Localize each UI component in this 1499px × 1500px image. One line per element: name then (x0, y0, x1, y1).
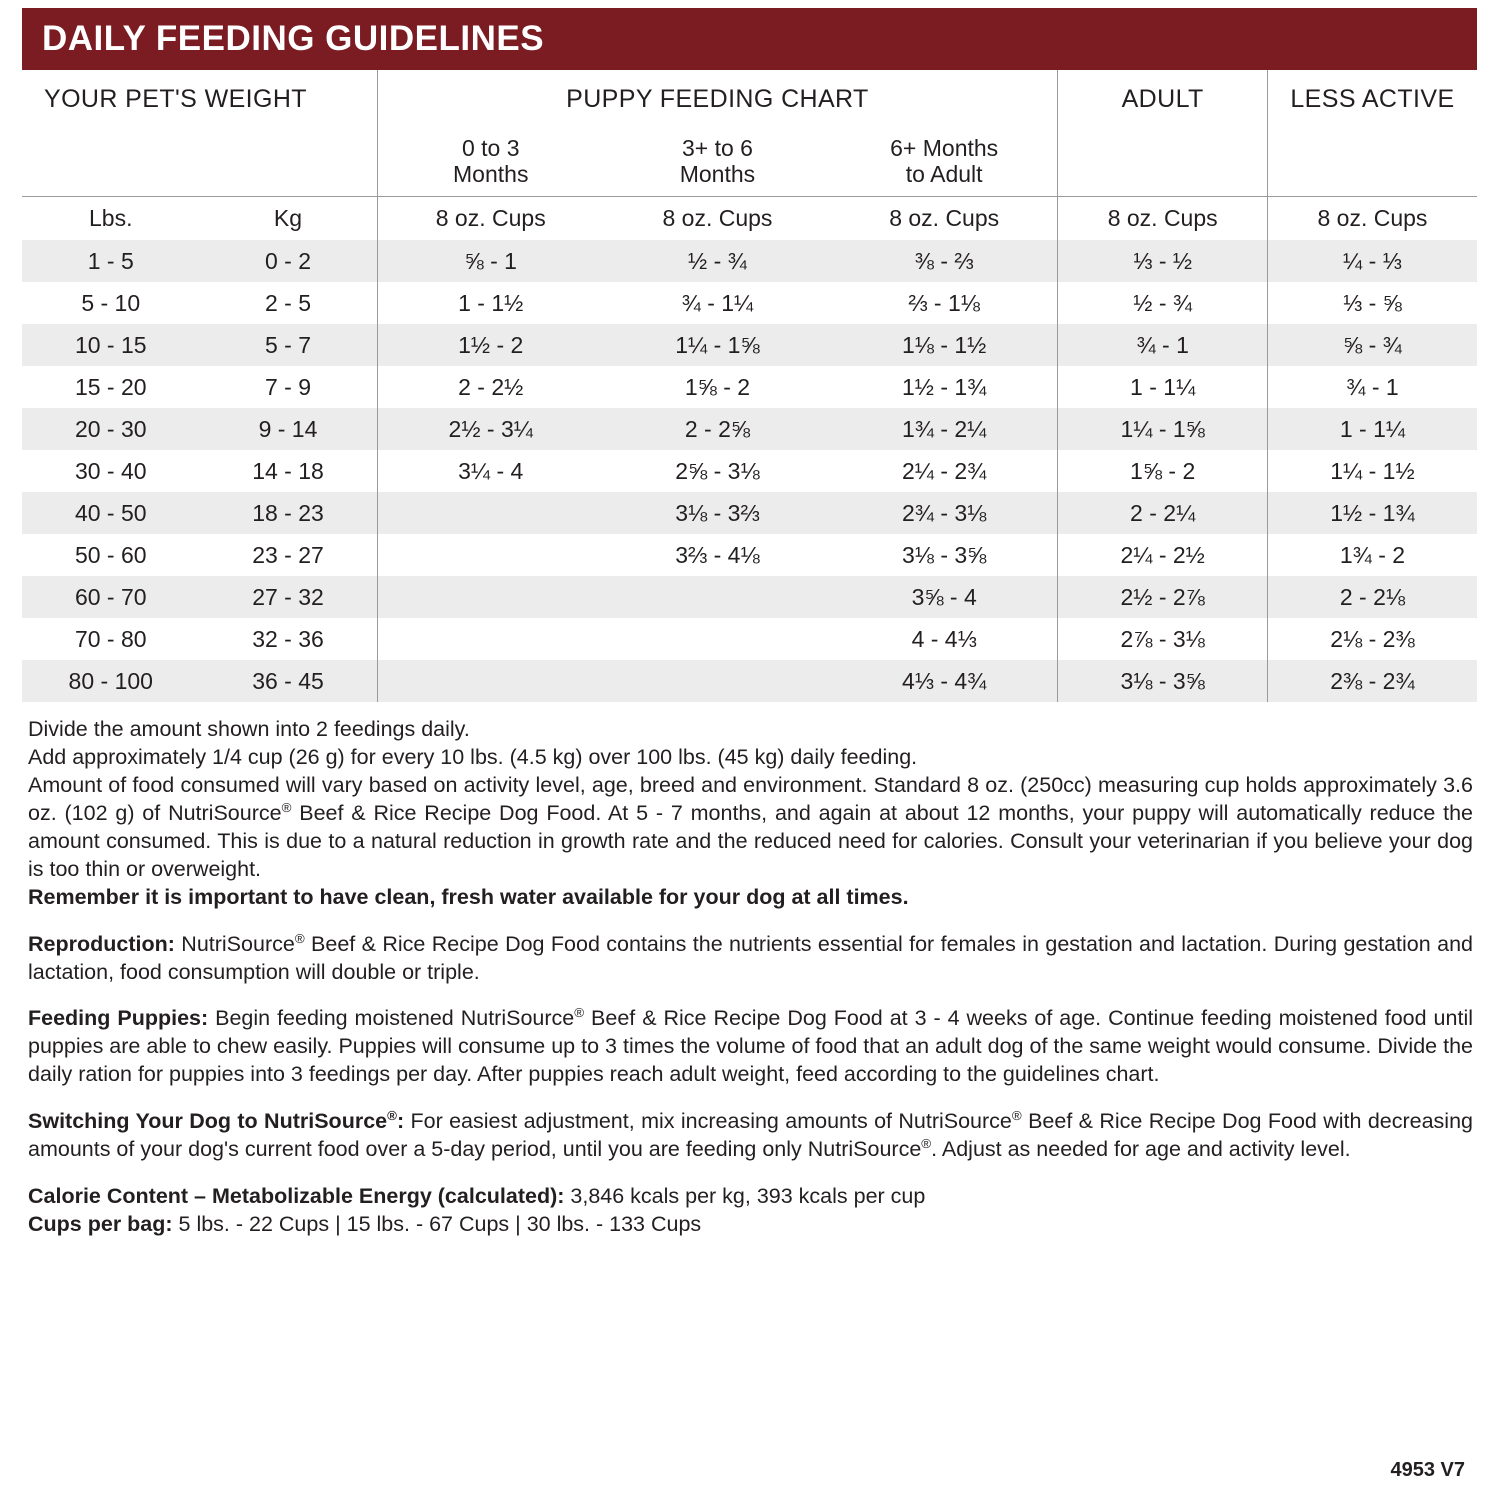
cell-puppy-6-adult: 1½ - 1¾ (901, 373, 987, 400)
table-row (22, 324, 1477, 366)
cell-lbs: 70 - 80 (74, 625, 147, 652)
cell-lbs: 5 - 10 (81, 289, 141, 316)
registered-mark: ® (1011, 1108, 1022, 1124)
cell-lbs: 50 - 60 (74, 541, 147, 568)
cell-adult: 3⅛ - 3⅝ (1058, 660, 1268, 702)
note-add-cup: Add approximately 1/4 cup (26 g) for every 10 lbs. (4.5 kg) over 100 lbs. (45 kg) daily feeding. (28, 744, 918, 769)
page-title-bar (22, 8, 1477, 70)
age-header-blank-adult (1058, 128, 1268, 196)
cell-less-active: 1¼ - 1½ (1267, 450, 1477, 492)
cell-lbs: 1 - 5 (22, 240, 200, 282)
table-row (22, 534, 1477, 576)
cell-puppy-3-6 (604, 576, 831, 618)
cell-adult: ⅓ - ½ (1058, 240, 1268, 282)
cell-puppy-0-3: 2½ - 3¼ (377, 408, 604, 450)
cups-per-bag-line (28, 1211, 1473, 1239)
cell-lbs: 10 - 15 (22, 324, 200, 366)
cell-puppy-0-3 (377, 660, 604, 702)
table-row (22, 408, 1477, 450)
cell-puppy-0-3 (377, 534, 604, 576)
unit-header-cups-adult: 8 oz. Cups (1058, 196, 1268, 240)
table-group-header-row (22, 70, 1477, 128)
cell-puppy-6-adult: 3⅛ - 3⅝ (901, 541, 987, 568)
page-title: DAILY FEEDING GUIDELINES (42, 19, 545, 58)
header-your-pets-weight: YOUR PET'S WEIGHT (44, 84, 307, 113)
cell-puppy-0-3 (377, 618, 604, 660)
age-header-3-6: 3+ to 6 Months (604, 128, 831, 196)
header-less-active: LESS ACTIVE (1267, 70, 1477, 128)
cell-kg: 9 - 14 (200, 408, 378, 450)
age-header-6-adult: 6+ Months to Adult (831, 128, 1058, 196)
calorie-content-label: Calorie Content – Metabolizable Energy (calculated): (28, 1184, 565, 1209)
registered-mark: ® (574, 1005, 585, 1021)
cell-kg: 18 - 23 (200, 492, 378, 534)
feeding-puppies-label: Feeding Puppies: (28, 1006, 209, 1031)
cell-adult: 2½ - 2⅞ (1058, 576, 1268, 618)
cell-adult: 1¼ - 1⅝ (1058, 408, 1268, 450)
cell-less-active: 1½ - 1¾ (1267, 492, 1477, 534)
table-row (22, 492, 1477, 534)
cell-kg: 2 - 5 (264, 289, 312, 316)
cell-lbs: 15 - 20 (74, 373, 147, 400)
header-adult: ADULT (1058, 70, 1268, 128)
cell-lbs: 60 - 70 (22, 576, 200, 618)
table-age-header-row (22, 128, 1477, 196)
switching-paragraph: Switching Your Dog to NutriSource®: For easiest adjustment, mix increasing amounts of NutriSource® Beef & Rice Recipe Dog Food with decreasing amounts of your dog's current food over a 5-day period, until you are feeding only NutriSource®. Adjust as needed for age and activity level. (28, 1108, 1473, 1162)
notes-section (22, 716, 1477, 1239)
cell-lbs: 30 - 40 (74, 457, 147, 484)
unit-header-cups-6-adult: 8 oz. Cups (889, 204, 1000, 231)
cell-puppy-3-6 (604, 618, 831, 660)
registered-mark: ® (281, 799, 292, 815)
age-header-blank-lbs (22, 128, 200, 196)
table-row (22, 618, 1477, 660)
registered-mark: ® (921, 1136, 932, 1152)
calorie-content-line (28, 1183, 1473, 1211)
cups-per-bag-label: Cups per bag: (28, 1212, 173, 1237)
cell-kg: 7 - 9 (264, 373, 312, 400)
cell-puppy-3-6: ¾ - 1¼ (681, 289, 754, 316)
cell-adult: 2¼ - 2½ (1058, 534, 1268, 576)
cell-adult: ½ - ¾ (1058, 282, 1268, 324)
reproduction-paragraph: Reproduction: NutriSource® Beef & Rice Recipe Dog Food contains the nutrients essential for females in gestation and lactation. During gestation and lactation, food consumption will double or triple. (28, 930, 1473, 984)
cell-puppy-3-6: 1¼ - 1⅝ (604, 324, 831, 366)
cell-less-active: ⅝ - ¾ (1267, 324, 1477, 366)
reproduction-label: Reproduction: (28, 931, 175, 956)
cell-puppy-6-adult: ⅜ - ⅔ (831, 240, 1058, 282)
unit-header-cups-less-active: 8 oz. Cups (1267, 196, 1477, 240)
cell-kg: 32 - 36 (252, 625, 324, 652)
note-water: Remember it is important to have clean, fresh water available for your dog at all times. (28, 884, 909, 909)
note-amount-varies: Amount of food consumed will vary based on activity level, age, breed and environment. Standard 8 oz. (250cc) measuring cup holds approximately 3.6 oz. (102 g) of NutriSource® Beef & Rice Recipe Dog Food. At 5 - 7 months, and again at about 12 months, your puppy will automatically reduce the amount consumed. This is due to a natural reduction in growth rate and the reduced need for calories. Consult your veterinarian if you believe your dog is too thin or overweight. (28, 772, 1473, 881)
cell-puppy-0-3: 2 - 2½ (377, 366, 604, 408)
cell-less-active: 2 - 2⅛ (1267, 576, 1477, 618)
cell-lbs: 20 - 30 (22, 408, 200, 450)
header-puppy-feeding-chart: PUPPY FEEDING CHART (377, 70, 1058, 128)
cell-puppy-6-adult: 1¾ - 2¼ (831, 408, 1058, 450)
cell-kg: 27 - 32 (200, 576, 378, 618)
cell-puppy-3-6: 3⅔ - 4⅛ (675, 541, 760, 568)
table-row (22, 282, 1477, 324)
feeding-chart-table (22, 70, 1477, 702)
registered-mark: ® (294, 930, 305, 946)
cell-less-active: ¾ - 1 (1267, 366, 1477, 408)
switching-label: Switching Your Dog to NutriSource (28, 1109, 388, 1134)
cell-puppy-6-adult: 2¾ - 3⅛ (831, 492, 1058, 534)
cell-kg: 36 - 45 (200, 660, 378, 702)
calorie-content-value: 3,846 kcals per kg, 393 kcals per cup (564, 1184, 926, 1209)
cell-puppy-3-6 (604, 660, 831, 702)
cell-less-active: 1 - 1¼ (1267, 408, 1477, 450)
cell-kg: 5 - 7 (200, 324, 378, 366)
cell-puppy-3-6: 3⅛ - 3⅔ (604, 492, 831, 534)
age-header-blank-kg (200, 128, 378, 196)
cups-per-bag-value: 5 lbs. - 22 Cups | 15 lbs. - 67 Cups | 30 lbs. - 133 Cups (172, 1212, 702, 1237)
note-divide-feedings: Divide the amount shown into 2 feedings daily. (28, 717, 470, 741)
feeding-puppies-paragraph: Feeding Puppies: Begin feeding moistened NutriSource® Beef & Rice Recipe Dog Food at 3 - 4 weeks of age. Continue feeding moistened food until puppies are able to chew easily. Puppies will consume up to 3 times the volume of food that an adult dog of the same weight would consume. Divide the daily ration for puppies into 3 feedings per day. After puppies reach adult weight, feed according to the guidelines chart. (28, 1005, 1473, 1087)
cell-adult: 1 - 1¼ (1058, 366, 1268, 408)
cell-puppy-0-3: ⅝ - 1 (377, 240, 604, 282)
cell-kg: 23 - 27 (252, 541, 324, 568)
cell-puppy-3-6: 1⅝ - 2 (684, 373, 751, 400)
table-row (22, 576, 1477, 618)
cell-adult: ¾ - 1 (1058, 324, 1268, 366)
unit-header-cups-3-6: 8 oz. Cups (662, 204, 773, 231)
unit-header-lbs: Lbs. (89, 204, 133, 231)
table-row (22, 450, 1477, 492)
cell-puppy-6-adult: 2¼ - 2¾ (901, 457, 987, 484)
cell-kg: 0 - 2 (200, 240, 378, 282)
cell-puppy-3-6: 2 - 2⅝ (604, 408, 831, 450)
cell-kg: 14 - 18 (252, 457, 324, 484)
cell-puppy-6-adult: 4 - 4⅓ (911, 625, 977, 652)
cell-less-active: 1¾ - 2 (1267, 534, 1477, 576)
cell-puppy-0-3: 1 - 1½ (377, 282, 604, 324)
cell-adult: 1⅝ - 2 (1058, 450, 1268, 492)
cell-puppy-6-adult: 1⅛ - 1½ (831, 324, 1058, 366)
cell-puppy-6-adult: 4⅓ - 4¾ (831, 660, 1058, 702)
age-header-0-3: 0 to 3 Months (377, 128, 604, 196)
unit-header-cups-0-3: 8 oz. Cups (377, 196, 604, 240)
cell-puppy-6-adult: 3⅝ - 4 (831, 576, 1058, 618)
cell-puppy-0-3: 1½ - 2 (377, 324, 604, 366)
cell-puppy-3-6: 2⅝ - 3⅛ (675, 457, 760, 484)
table-row (22, 240, 1477, 282)
cell-puppy-3-6: ½ - ¾ (604, 240, 831, 282)
cell-puppy-0-3: 3¼ - 4 (377, 450, 604, 492)
cell-less-active: ⅓ - ⅝ (1267, 282, 1477, 324)
registered-mark: ® (387, 1108, 397, 1124)
cell-puppy-0-3 (377, 492, 604, 534)
cell-less-active: 2⅜ - 2¾ (1267, 660, 1477, 702)
table-unit-header-row (22, 196, 1477, 240)
document-code: 4953 V7 (1390, 1459, 1465, 1481)
cell-lbs: 80 - 100 (22, 660, 200, 702)
age-header-blank-less-active (1267, 128, 1477, 196)
cell-lbs: 40 - 50 (22, 492, 200, 534)
unit-header-kg: Kg (273, 204, 303, 231)
cell-puppy-6-adult: ⅔ - 1⅛ (908, 289, 980, 316)
table-row (22, 660, 1477, 702)
cell-adult: 2 - 2¼ (1058, 492, 1268, 534)
cell-less-active: ¼ - ⅓ (1267, 240, 1477, 282)
table-row (22, 366, 1477, 408)
cell-adult: 2⅞ - 3⅛ (1058, 618, 1268, 660)
cell-less-active: 2⅛ - 2⅜ (1267, 618, 1477, 660)
cell-puppy-0-3 (377, 576, 604, 618)
